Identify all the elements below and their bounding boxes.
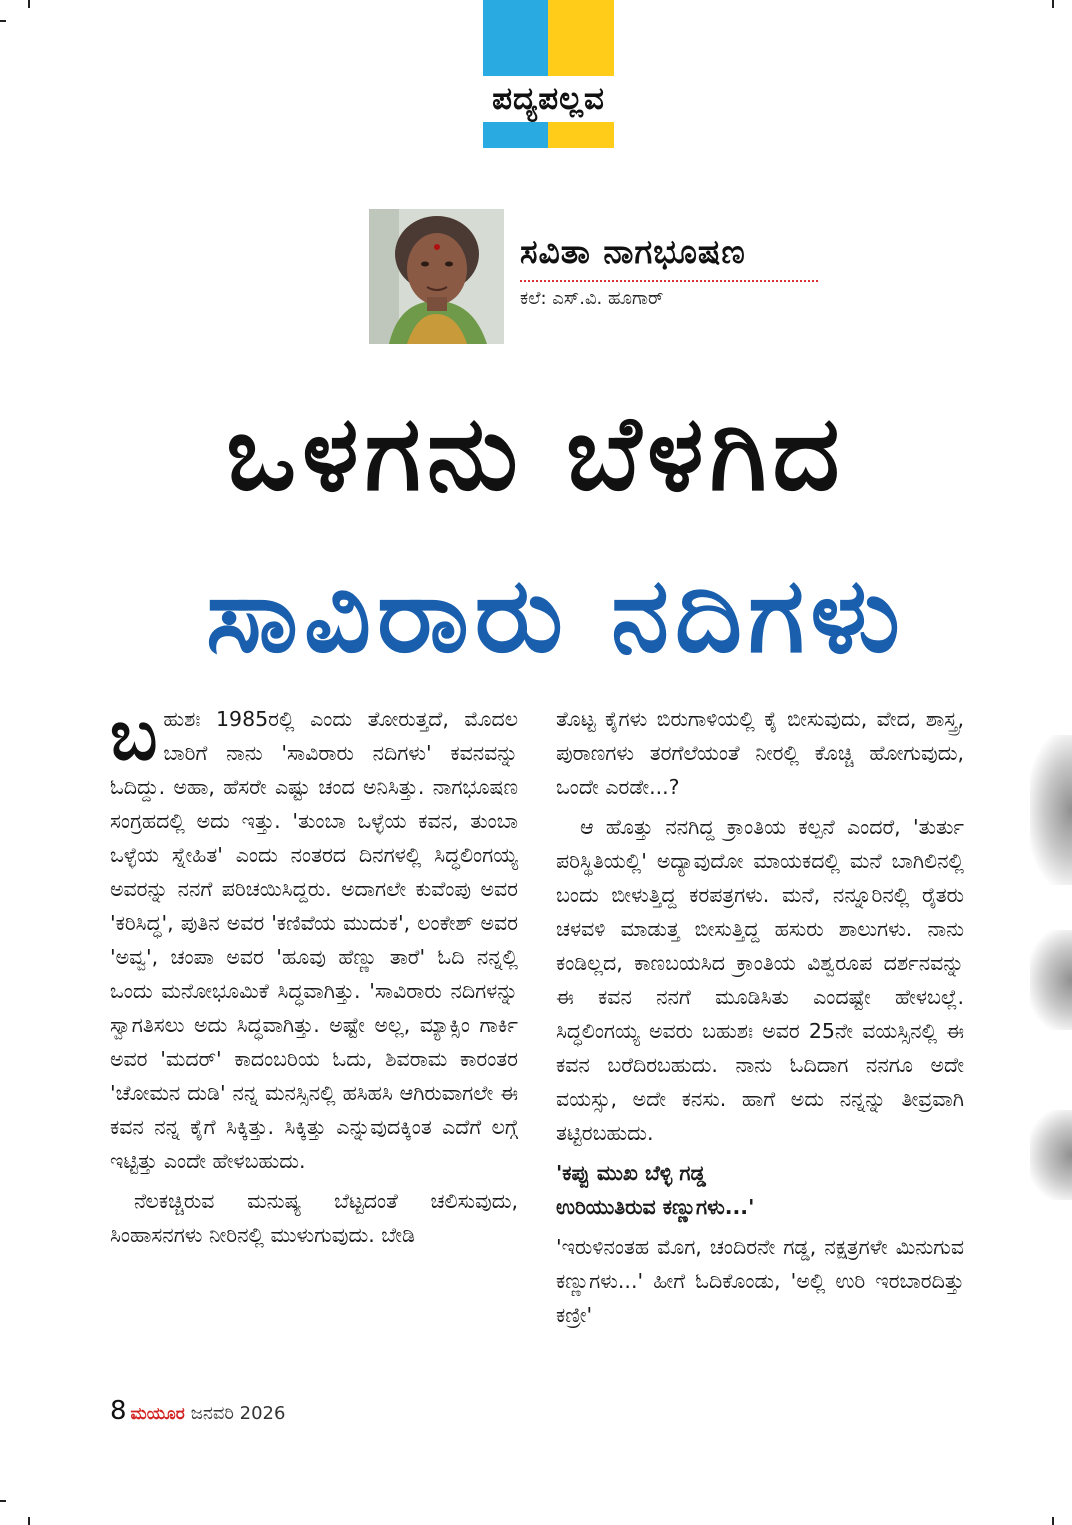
article-column-1 bbox=[110, 694, 518, 1258]
author-name: ಸವಿತಾ ನಾಗಭೂಷಣ bbox=[520, 232, 746, 271]
paragraph-text: ಹುಶಃ 1985ರಲ್ಲಿ ಎಂದು ತೋರುತ್ತದೆ, ಮೊದಲ ಬಾರಿಗೆ ನಾನು 'ಸಾವಿರಾರು ನದಿಗಳು' ಕವನವನ್ನು ಓದಿದ್ದು. ಅಹಾ, ಹೆಸರೇ ಎಷ್ಟು ಚಂದ ಅನಿಸಿತ್ತು. ನಾಗಭೂಷಣ ಸಂಗ್ರಹದಲ್ಲಿ ಅದು ಇತ್ತು. 'ತುಂಬಾ ಒಳ್ಳೆಯ ಕವನ, ತುಂಬಾ ಒಳ್ಳೆಯ ಸ್ನೇಹಿತ' ಎಂದು ನಂತರದ ದಿನಗಳಲ್ಲಿ ಸಿದ್ಧಲಿಂಗಯ್ಯ ಅವರನ್ನು ನನಗೆ ಪರಿಚಯಿಸಿದ್ದರು. ಅದಾಗಲೇ ಕುವೆಂಪು ಅವರ 'ಕರಿಸಿದ್ಧ', ಪುತಿನ ಅವರ 'ಕಣಿವೆಯ ಮುದುಕ', ಲಂಕೇಶ್ ಅವರ 'ಅವ್ವ', ಚಂಪಾ ಅವರ 'ಹೂವು ಹೆಣ್ಣು ತಾರೆ' ಓದಿ ನನ್ನಲ್ಲಿ ಒಂದು ಮನೋಭೂಮಿಕೆ ಸಿದ್ಧವಾಗಿತ್ತು. 'ಸಾವಿರಾರು ನದಿಗಳನ್ನು ಸ್ವಾಗತಿಸಲು ಅದು ಸಿದ್ಧವಾಗಿತ್ತು. ಅಷ್ಟೇ ಅಲ್ಲ, ಮ್ಯಾಕ್ಸಿಂ ಗಾರ್ಕಿ ಅವರ 'ಮದರ್' ಕಾದಂಬರಿಯ ಓದು, ಶಿವರಾಮ ಕಾರಂತರ 'ಚೋಮನ ದುಡಿ' ನನ್ನ ಮನಸ್ಸಿನಲ್ಲಿ ಹಸಿಹಸಿ ಆಗಿರುವಾಗಲೇ ಈ ಕವನ ನನ್ನ ಕೈಗೆ ಸಿಕ್ಕಿತ್ತು. ಸಿಕ್ಕಿತ್ತು ಎನ್ನುವುದಕ್ಕಿಂತ ಎದೆಗೆ ಲಗ್ಗೆ ಇಟ್ಟಿತ್ತು ಎಂದೇ ಹೇಳಬಹುದು. bbox=[110, 707, 518, 1173]
section-label: ಪದ್ಯಪಲ್ಲವ bbox=[483, 76, 614, 122]
page-number: 8 bbox=[110, 1396, 127, 1426]
section-logo bbox=[483, 0, 614, 148]
crop-mark-bottom-left-v bbox=[28, 1517, 30, 1525]
headline-line-2: ಸಾವಿರಾರು ನದಿಗಳು bbox=[206, 554, 906, 676]
logo-blue-block bbox=[483, 0, 548, 76]
poem-quote-line-1: 'ಕಪ್ಪು ಮುಖ ಬೆಳ್ಳಿ ಗಡ್ಡ bbox=[556, 1161, 706, 1185]
page-footer bbox=[110, 1396, 285, 1426]
paragraph: 'ಇರುಳಿನಂತಹ ಮೊಗ, ಚಂದಿರನೇ ಗಡ್ಡ, ನಕ್ಷತ್ರಗಳೇ ಮಿನುಗುವ ಕಣ್ಣುಗಳು...' ಹೀಗೆ ಓದಿಕೊಂಡು, 'ಅಲ್ಲಿ ಉರಿ ಇರಬಾರದಿತ್ತು ಕಣ್ರೀ' bbox=[556, 1235, 964, 1327]
magazine-logo: ಮಯೂರ bbox=[130, 1404, 185, 1424]
page-bleed-shadow bbox=[1030, 1110, 1072, 1200]
author-portrait-illustration bbox=[369, 209, 504, 344]
crop-mark-top-right bbox=[1052, 0, 1054, 8]
paragraph: ತೊಟ್ಟ ಕೈಗಳು ಬಿರುಗಾಳಿಯಲ್ಲಿ ಕೈ ಬೀಸುವುದು, ವೇದ, ಶಾಸ್ತ್ರ, ಪುರಾಣಗಳು ತರಗೆಲೆಯಂತೆ ನೀರಲ್ಲಿ ಕೊಚ್ಚಿ ಹೋಗುವುದು, ಒಂದೇ ಎರಡೇ...? bbox=[556, 707, 964, 799]
author-photo bbox=[369, 209, 504, 344]
crop-mark-top-left-v bbox=[28, 0, 30, 8]
paragraph: ಆ ಹೊತ್ತು ನನಗಿದ್ದ ಕ್ರಾಂತಿಯ ಕಲ್ಪನೆ ಎಂದರೆ, 'ತುರ್ತು ಪರಿಸ್ಥಿತಿಯಲ್ಲಿ' ಅದ್ಯಾವುದೋ ಮಾಯಕದಲ್ಲಿ ಮನೆ ಬಾಗಿಲಿನಲ್ಲಿ ಬಂದು ಬೀಳುತ್ತಿದ್ದ ಕರಪತ್ರಗಳು. ಮನೆ, ನನ್ನೂರಿನಲ್ಲಿ ರೈತರು ಚಳವಳಿ ಮಾಡುತ್ತ ಬೀಸುತ್ತಿದ್ದ ಹಸುರು ಶಾಲುಗಳು. ನಾನು ಕಂಡಿಲ್ಲದ, ಕಾಣಬಯಸಿದ ಕ್ರಾಂತಿಯ ವಿಶ್ವರೂಪ ದರ್ಶನವನ್ನು ಈ ಕವನ ನನಗೆ ಮೂಡಿಸಿತು ಎಂದಷ್ಟೇ ಹೇಳಬಲ್ಲೆ. ಸಿದ್ಧಲಿಂಗಯ್ಯ ಅವರು ಬಹುಶಃ ಅವರ 25ನೇ ವಯಸ್ಸಿನಲ್ಲಿ ಈ ಕವನ ಬರೆದಿರಬಹುದು. ನಾನು ಓದಿದಾಗ ನನಗೂ ಅದೇ ವಯಸ್ಸು, ಅದೇ ಕನಸು. ಹಾಗೆ ಅದು ನನ್ನನ್ನು ತೀವ್ರವಾಗಿ ತಟ್ಟಿರಬಹುದು. bbox=[556, 815, 964, 1145]
illustration-credit: ಕಲೆ: ಎಸ್‌.ವಿ. ಹೂಗಾರ್ bbox=[520, 288, 664, 309]
poem-quote-line-2: ಉರಿಯುತಿರುವ ಕಣ್ಣುಗಳು...' bbox=[556, 1195, 755, 1219]
headline-line-1: ಒಳಗನು ಬೆಳಗಿದ bbox=[226, 392, 846, 514]
logo-yellow-block-bottom bbox=[548, 122, 614, 148]
issue-date: ಜನವರಿ 2026 bbox=[190, 1403, 286, 1424]
page-bleed-shadow bbox=[1030, 930, 1072, 1030]
logo-blue-block-bottom bbox=[483, 122, 548, 148]
crop-mark-top-left bbox=[0, 20, 6, 22]
crop-mark-bottom-left bbox=[0, 1500, 6, 1502]
logo-yellow-block bbox=[548, 0, 614, 76]
author-divider bbox=[520, 280, 818, 282]
drop-cap: ಬ bbox=[110, 694, 158, 776]
paragraph: ನೆಲಕಚ್ಚಿರುವ ಮನುಷ್ಯ ಬೆಟ್ಟದಂತೆ ಚಲಿಸುವುದು, ಸಿಂಹಾಸನಗಳು ನೀರಿನಲ್ಲಿ ಮುಳುಗುವುದು. ಬೇಡಿ bbox=[110, 1189, 518, 1247]
paragraph bbox=[110, 694, 518, 1178]
page-bleed-shadow bbox=[1030, 735, 1072, 885]
crop-mark-bottom-right bbox=[1052, 1517, 1054, 1525]
article-column-2 bbox=[556, 702, 964, 1338]
